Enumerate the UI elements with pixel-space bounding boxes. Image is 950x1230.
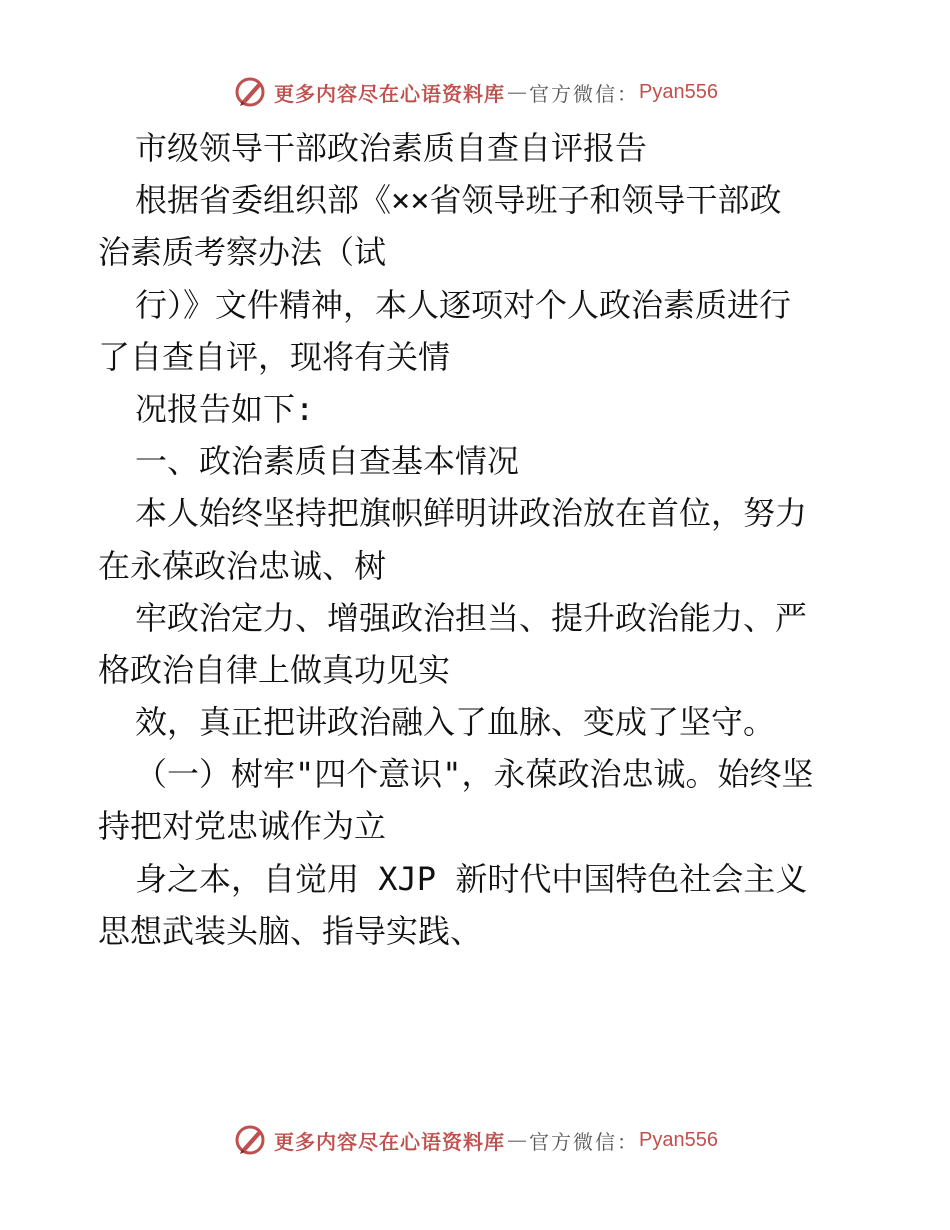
watermark-dash: — <box>507 1128 528 1152</box>
watermark-official-label: 官方微信： <box>529 1129 640 1154</box>
document-line: 了自查自评，现将有关情 <box>98 337 451 376</box>
document-line: 一、政治素质自查基本情况 <box>135 442 520 481</box>
document-line: 根据省委组织部《××省领导班子和领导干部政 <box>135 181 782 220</box>
document-line: 本人始终坚持把旗帜鲜明讲政治放在首位，努力 <box>135 494 808 533</box>
document-body <box>98 122 858 957</box>
red-pen-logo-icon <box>232 74 268 110</box>
watermark-official-label: 官方微信： <box>529 81 640 106</box>
document-line: 持把对党忠诚作为立 <box>98 807 387 846</box>
document-line: 治素质考察办法（试 <box>98 233 387 272</box>
document-line: 在永葆政治忠诚、树 <box>98 546 387 585</box>
watermark-slogan: 更多内容尽在心语资料库 <box>274 81 506 106</box>
document-line: （一）树牢"四个意识"，永葆政治忠诚。始终坚 <box>135 755 814 794</box>
document-line: 思想武装头脑、指导实践、 <box>98 911 483 950</box>
document-line: 格政治自律上做真功见实 <box>98 650 451 689</box>
watermark-banner-bottom <box>0 1120 950 1160</box>
document-line: 身之本，自觉用 XJP 新时代中国特色社会主义 <box>135 859 808 898</box>
document-line: 行）》文件精神，本人逐项对个人政治素质进行 <box>135 285 792 324</box>
watermark-banner-top <box>0 72 950 112</box>
document-line: 效，真正把讲政治融入了血脉、变成了坚守。 <box>135 703 776 742</box>
document-line: 况报告如下: <box>135 389 315 428</box>
watermark-dash: — <box>507 80 528 104</box>
watermark-wechat-id: Pyan556 <box>639 80 718 103</box>
document-line: 牢政治定力、增强政治担当、提升政治能力、严 <box>135 598 808 637</box>
watermark-wechat-id: Pyan556 <box>639 1128 718 1151</box>
document-line: 市级领导干部政治素质自查自评报告 <box>135 129 648 167</box>
watermark-slogan: 更多内容尽在心语资料库 <box>274 1129 506 1154</box>
red-pen-logo-icon <box>232 1122 268 1158</box>
